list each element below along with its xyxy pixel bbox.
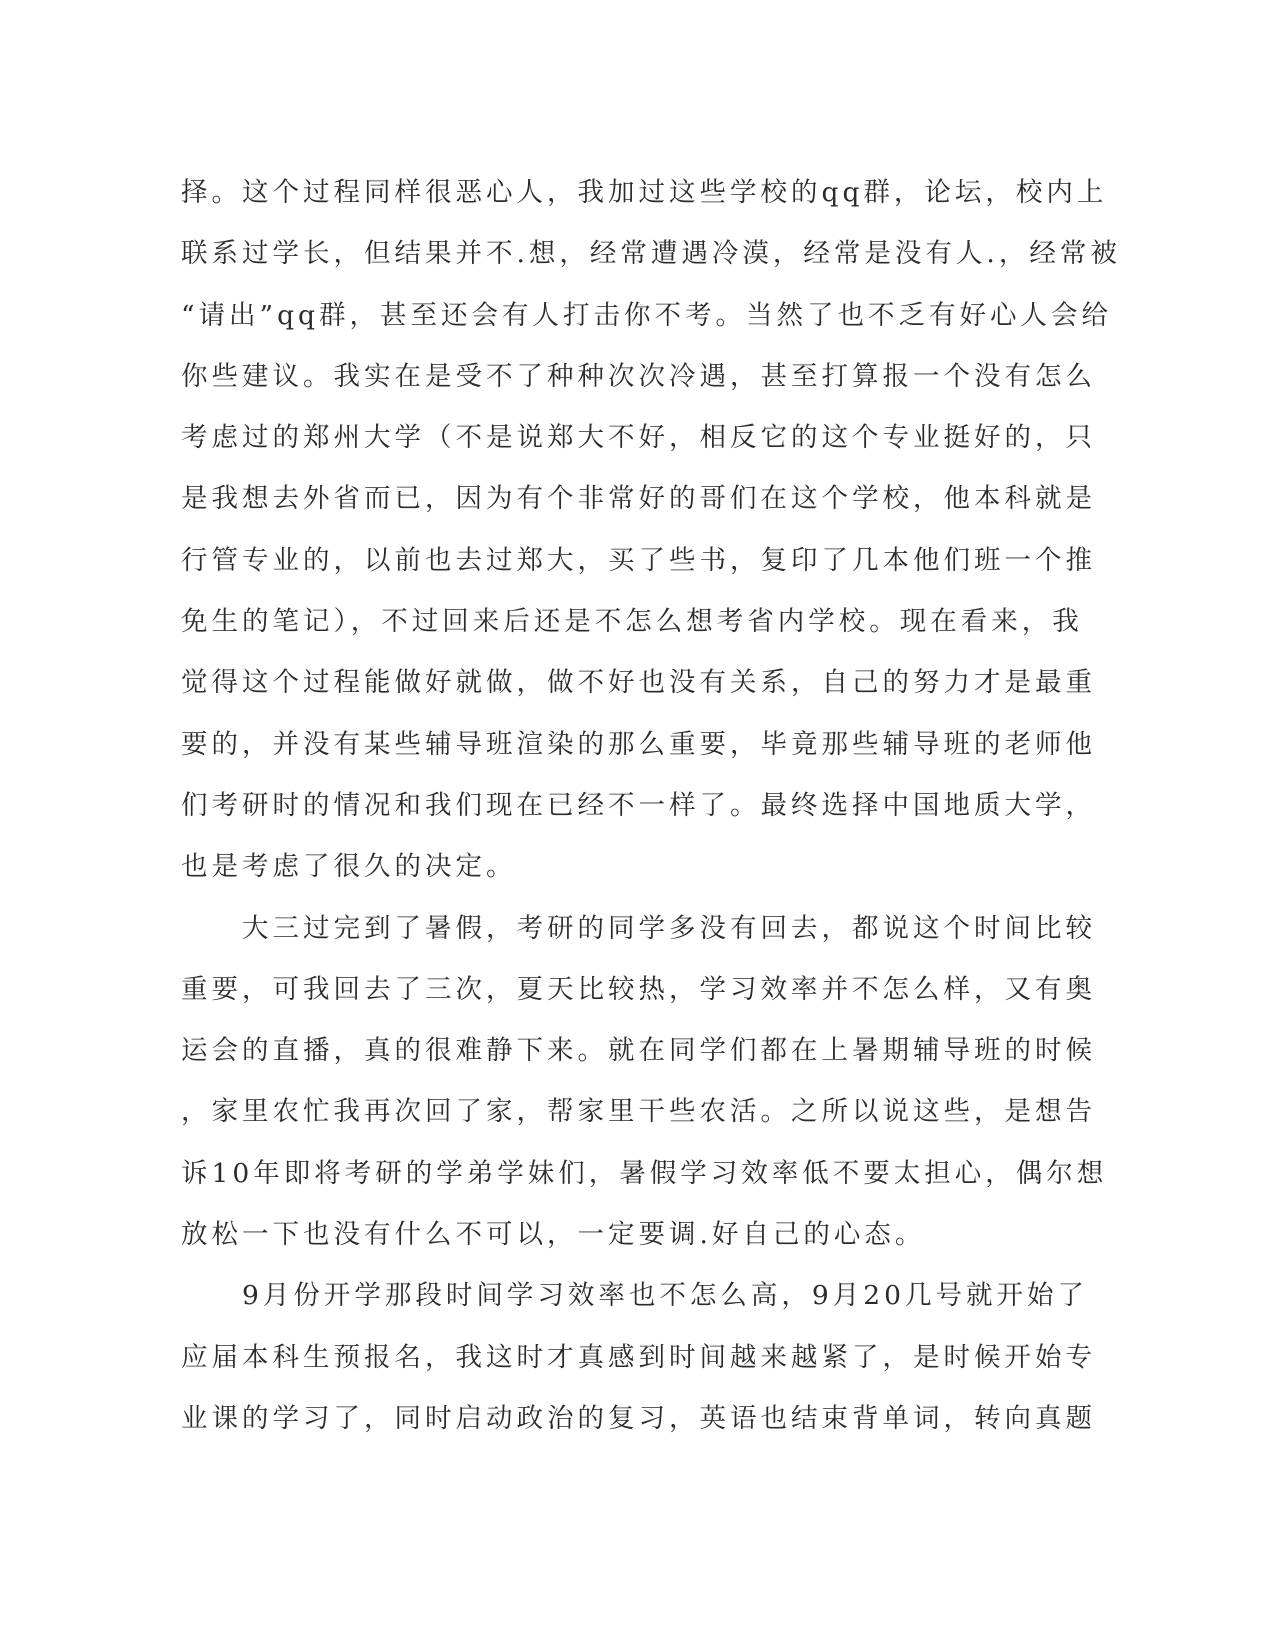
- text-line-14: 重要，可我回去了三次，夏天比较热，学习效率并不怎么样，又有奥: [181, 973, 1096, 1005]
- text-line-11: 们考研时的情况和我们现在已经不一样了。最终选择中国地质大学，: [181, 789, 1096, 821]
- text-line-5: 考虑过的郑州大学（不是说郑大不好，相反它的这个专业挺好的，只: [181, 422, 1096, 454]
- text-line-1: 择。这个过程同样很恶心人，我加过这些学校的qq群，论坛，校内上: [181, 177, 1108, 208]
- text-line-21: 业课的学习了，同时启动政治的复习，英语也结束背单词，转向真题: [181, 1402, 1096, 1434]
- text-line-3: “请出”qq群，甚至还会有人打击你不考。当然了也不乏有好心人会给: [181, 299, 1113, 331]
- text-line-12: 也是考虑了很久的决定。: [181, 851, 517, 883]
- text-line-19: 9月份开学那段时间学习效率也不怎么高，9月20几号就开始了: [181, 1280, 1088, 1312]
- text-line-15: 运会的直播，真的很难静下来。就在同学们都在上暑期辅导班的时候: [181, 1035, 1096, 1067]
- text-line-4: 你些建议。我实在是受不了种种次次冷遇，甚至打算报一个没有怎么: [181, 360, 1096, 392]
- text-line-17: 诉10年即将考研的学弟学妹们，暑假学习效率低不要太担心，偶尔想: [181, 1157, 1108, 1189]
- text-line-16: ，家里农忙我再次回了家，帮家里干些农活。之所以说这些，是想告: [181, 1096, 1096, 1128]
- document-body: [181, 162, 1121, 1449]
- text-line-2: 联系过学长，但结果并不.想，经常遭遇冷漠，经常是没有人.，经常被: [181, 238, 1121, 270]
- text-line-9: 觉得这个过程能做好就做，做不好也没有关系，自己的努力才是最重: [181, 667, 1096, 699]
- text-line-18: 放松一下也没有什么不可以，一定要调.好自己的心态。: [181, 1219, 926, 1251]
- text-line-10: 要的，并没有某些辅导班渲染的那么重要，毕竟那些辅导班的老师他: [181, 728, 1096, 760]
- text-line-20: 应届本科生预报名，我这时才真感到时间越来越紧了，是时候开始专: [181, 1341, 1096, 1373]
- text-line-8: 免生的笔记），不过回来后还是不怎么想考省内学校。现在看来，我: [181, 606, 1083, 638]
- text-line-13: 大三过完到了暑假，考研的同学多没有回去，都说这个时间比较: [181, 912, 1096, 944]
- text-line-6: 是我想去外省而已，因为有个非常好的哥们在这个学校，他本科就是: [181, 483, 1096, 515]
- text-line-7: 行管专业的，以前也去过郑大，买了些书，复印了几本他们班一个推: [181, 544, 1096, 576]
